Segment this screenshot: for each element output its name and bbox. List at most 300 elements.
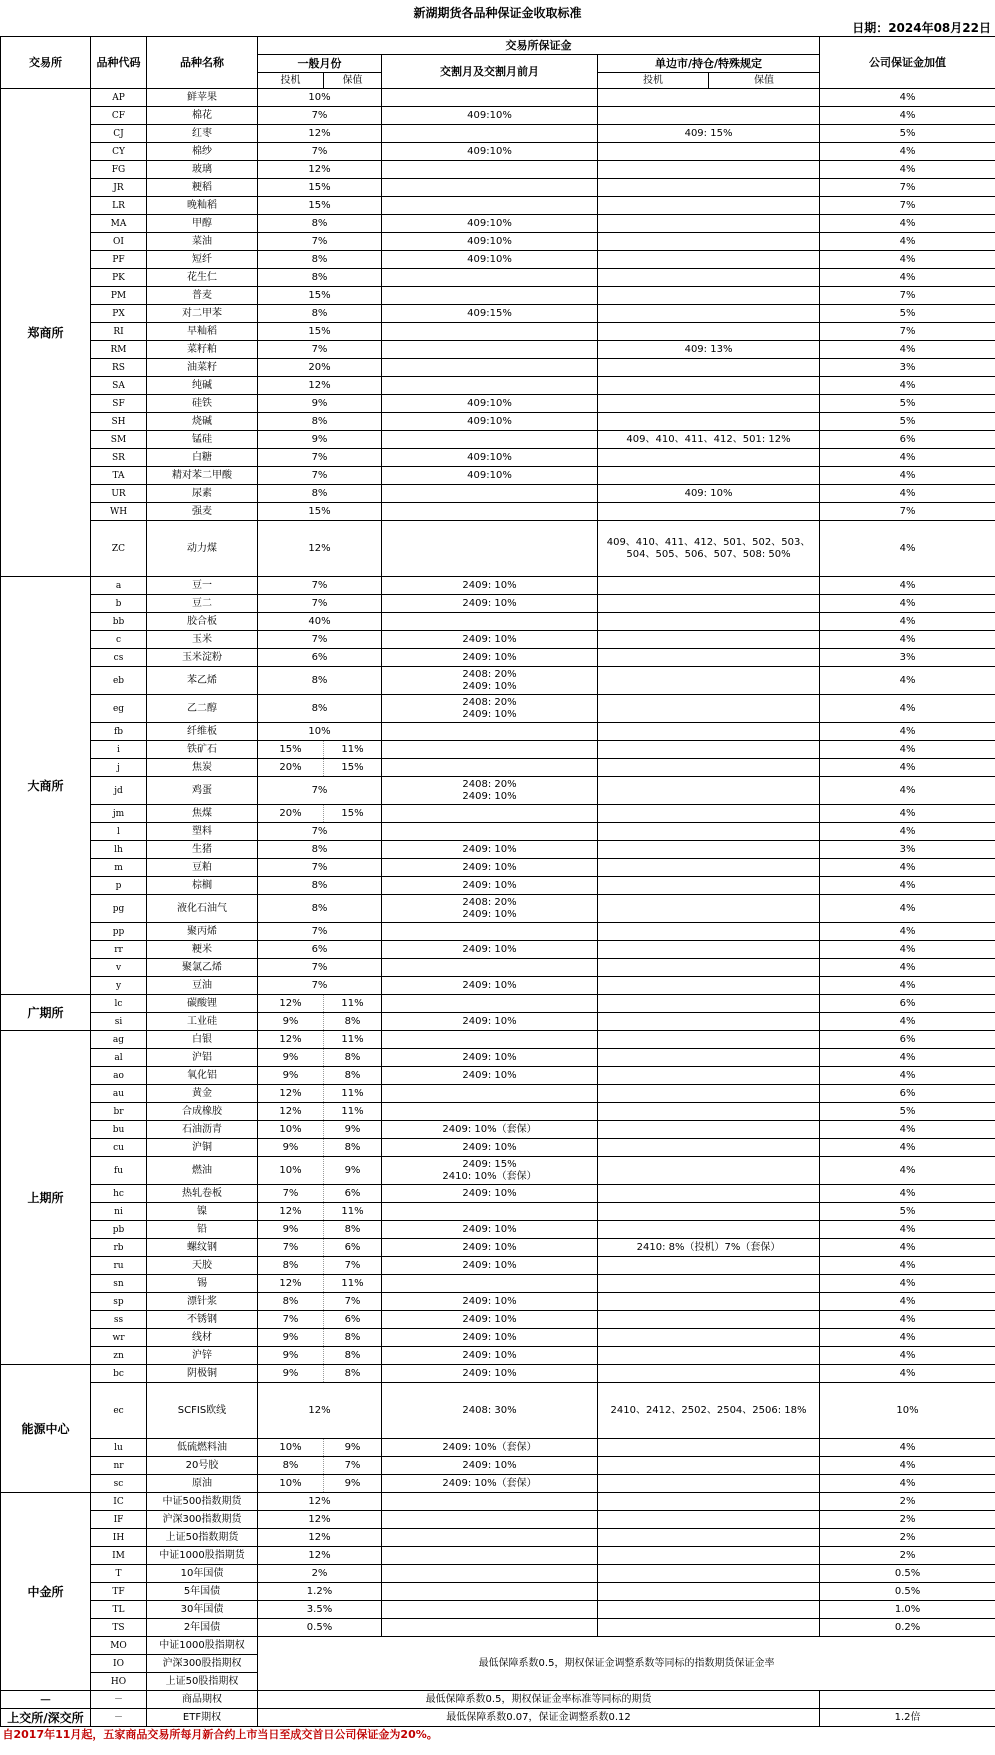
- table-row: [1, 161, 995, 179]
- delivery-margin-cell: [382, 485, 598, 503]
- company-add-cell: 4%: [820, 577, 995, 595]
- code-cell: si: [91, 1013, 147, 1031]
- table-row: [1, 305, 995, 323]
- table-row: [1, 1439, 995, 1457]
- spec-margin-cell: 7%: [258, 1311, 324, 1329]
- hedge-margin-cell: 7%: [324, 1457, 382, 1475]
- company-add-cell: 7%: [820, 197, 995, 215]
- delivery-margin-cell: [382, 1583, 598, 1601]
- company-add-cell: 5%: [820, 395, 995, 413]
- special-margin-cell: [598, 859, 820, 877]
- company-add-cell: 2%: [820, 1493, 995, 1511]
- special-margin-cell: [598, 413, 820, 431]
- name-cell: 鲜苹果: [147, 89, 258, 107]
- name-cell: 生猪: [147, 841, 258, 859]
- header-general-month: 一般月份: [258, 55, 382, 73]
- table-row: [1, 859, 995, 877]
- table-row: [1, 449, 995, 467]
- delivery-margin-cell: 409:10%: [382, 143, 598, 161]
- general-margin-cell: 8%: [258, 667, 382, 695]
- delivery-margin-cell: 2409: 10%: [382, 631, 598, 649]
- special-margin-cell: [598, 161, 820, 179]
- name-cell: 短纤: [147, 251, 258, 269]
- delivery-margin-cell: 2409: 10%: [382, 841, 598, 859]
- name-cell: 豆二: [147, 595, 258, 613]
- general-margin-cell: 6%: [258, 941, 382, 959]
- general-margin-cell: 7%: [258, 449, 382, 467]
- code-cell: pb: [91, 1221, 147, 1239]
- name-cell: 镍: [147, 1203, 258, 1221]
- special-margin-cell: [598, 805, 820, 823]
- delivery-margin-cell: [382, 197, 598, 215]
- special-margin-cell: [598, 1583, 820, 1601]
- general-margin-cell: 7%: [258, 823, 382, 841]
- header-name: 品种名称: [147, 37, 258, 89]
- special-margin-cell: 409、410、411、412、501: 12%: [598, 431, 820, 449]
- company-add-cell: 4%: [820, 1311, 995, 1329]
- company-add-cell: 4%: [820, 467, 995, 485]
- table-row: [1, 1203, 995, 1221]
- code-cell: CF: [91, 107, 147, 125]
- exchange-cell: 能源中心: [1, 1365, 91, 1493]
- company-add-cell: 4%: [820, 1365, 995, 1383]
- delivery-margin-cell: [382, 269, 598, 287]
- special-margin-cell: [598, 577, 820, 595]
- company-add-cell: [820, 1691, 995, 1709]
- general-margin-cell: 12%: [258, 1493, 382, 1511]
- spec-margin-cell: 12%: [258, 1275, 324, 1293]
- delivery-margin-cell: [382, 1493, 598, 1511]
- table-row: [1, 395, 995, 413]
- special-margin-cell: 409: 10%: [598, 485, 820, 503]
- general-margin-cell: 20%: [258, 359, 382, 377]
- general-margin-cell: 12%: [258, 1529, 382, 1547]
- special-margin-cell: 2410、2412、2502、2504、2506: 18%: [598, 1383, 820, 1439]
- code-cell: eb: [91, 667, 147, 695]
- company-add-cell: 4%: [820, 215, 995, 233]
- name-cell: 花生仁: [147, 269, 258, 287]
- name-cell: 5年国债: [147, 1583, 258, 1601]
- code-cell: MA: [91, 215, 147, 233]
- delivery-margin-cell: 2409: 10%: [382, 1013, 598, 1031]
- company-add-cell: 4%: [820, 823, 995, 841]
- table-row: [1, 1121, 995, 1139]
- delivery-margin-cell: 2408: 20% 2409: 10%: [382, 667, 598, 695]
- code-cell: UR: [91, 485, 147, 503]
- name-cell: 塑料: [147, 823, 258, 841]
- company-add-cell: 4%: [820, 959, 995, 977]
- hedge-margin-cell: 8%: [324, 1329, 382, 1347]
- name-cell: 聚丙烯: [147, 923, 258, 941]
- spec-margin-cell: 10%: [258, 1475, 324, 1493]
- company-add-cell: 6%: [820, 995, 995, 1013]
- hedge-margin-cell: 11%: [324, 1275, 382, 1293]
- hedge-margin-cell: 11%: [324, 1085, 382, 1103]
- table-row: [1, 577, 995, 595]
- name-cell: 尿素: [147, 485, 258, 503]
- general-margin-cell: 7%: [258, 341, 382, 359]
- company-add-cell: 4%: [820, 1139, 995, 1157]
- header-exchange-margin: 交易所保证金: [258, 37, 820, 55]
- company-add-cell: 10%: [820, 1383, 995, 1439]
- general-margin-cell: 7%: [258, 107, 382, 125]
- code-cell: l: [91, 823, 147, 841]
- general-margin-cell: 7%: [258, 233, 382, 251]
- table-row: [1, 695, 995, 723]
- name-cell: SCFIS欧线: [147, 1383, 258, 1439]
- table-row: [1, 1383, 995, 1439]
- special-margin-cell: 409、410、411、412、501、502、503、504、505、506、507、508: 50%: [598, 521, 820, 577]
- delivery-margin-cell: [382, 1203, 598, 1221]
- code-cell: TS: [91, 1619, 147, 1637]
- spec-margin-cell: 12%: [258, 1203, 324, 1221]
- name-cell: 棉纱: [147, 143, 258, 161]
- hedge-margin-cell: 6%: [324, 1239, 382, 1257]
- special-margin-cell: [598, 1511, 820, 1529]
- company-add-cell: 7%: [820, 179, 995, 197]
- company-add-cell: 4%: [820, 859, 995, 877]
- name-cell: 菜油: [147, 233, 258, 251]
- table-row: [1, 1493, 995, 1511]
- general-margin-cell: 12%: [258, 125, 382, 143]
- delivery-margin-cell: 2409: 10%（套保）: [382, 1475, 598, 1493]
- company-add-cell: 4%: [820, 759, 995, 777]
- special-margin-cell: [598, 1203, 820, 1221]
- table-row: [1, 941, 995, 959]
- company-add-cell: 7%: [820, 503, 995, 521]
- name-cell: 豆一: [147, 577, 258, 595]
- delivery-margin-cell: [382, 1031, 598, 1049]
- general-margin-cell: 2%: [258, 1565, 382, 1583]
- name-cell: 对二甲苯: [147, 305, 258, 323]
- delivery-margin-cell: 409:10%: [382, 233, 598, 251]
- code-cell: ss: [91, 1311, 147, 1329]
- name-cell: 合成橡胶: [147, 1103, 258, 1121]
- table-row: [1, 143, 995, 161]
- code-cell: CY: [91, 143, 147, 161]
- company-add-cell: 5%: [820, 413, 995, 431]
- code-cell: RI: [91, 323, 147, 341]
- name-cell: 30年国债: [147, 1601, 258, 1619]
- delivery-margin-cell: 409:10%: [382, 251, 598, 269]
- special-margin-cell: [598, 395, 820, 413]
- delivery-margin-cell: 2409: 15% 2410: 10%（套保）: [382, 1157, 598, 1185]
- special-margin-cell: [598, 1365, 820, 1383]
- general-margin-cell: 10%: [258, 89, 382, 107]
- general-margin-cell: 0.5%: [258, 1619, 382, 1637]
- name-cell: 纤维板: [147, 723, 258, 741]
- general-margin-cell: 7%: [258, 467, 382, 485]
- code-cell: jd: [91, 777, 147, 805]
- special-margin-cell: [598, 1049, 820, 1067]
- table-row: [1, 251, 995, 269]
- delivery-margin-cell: [382, 723, 598, 741]
- name-cell: 中证500指数期货: [147, 1493, 258, 1511]
- hedge-margin-cell: 9%: [324, 1439, 382, 1457]
- company-add-cell: 4%: [820, 1221, 995, 1239]
- code-cell: IF: [91, 1511, 147, 1529]
- table-row: [1, 1085, 995, 1103]
- name-cell: 锰硅: [147, 431, 258, 449]
- code-cell: b: [91, 595, 147, 613]
- special-margin-cell: [598, 287, 820, 305]
- name-cell: 液化石油气: [147, 895, 258, 923]
- delivery-margin-cell: [382, 741, 598, 759]
- delivery-margin-cell: 409:10%: [382, 395, 598, 413]
- general-margin-cell: 12%: [258, 1547, 382, 1565]
- table-row: [1, 723, 995, 741]
- delivery-margin-cell: 409:10%: [382, 449, 598, 467]
- hedge-margin-cell: 8%: [324, 1067, 382, 1085]
- delivery-margin-cell: [382, 341, 598, 359]
- special-margin-cell: [598, 877, 820, 895]
- delivery-margin-cell: 2408: 20% 2409: 10%: [382, 695, 598, 723]
- code-cell: PM: [91, 287, 147, 305]
- company-add-cell: 4%: [820, 1239, 995, 1257]
- code-cell: m: [91, 859, 147, 877]
- code-cell: WH: [91, 503, 147, 521]
- delivery-margin-cell: [382, 1085, 598, 1103]
- delivery-margin-cell: 2409: 10%: [382, 877, 598, 895]
- general-margin-cell: 10%: [258, 723, 382, 741]
- company-add-cell: 4%: [820, 341, 995, 359]
- name-cell: ETF期权: [147, 1709, 258, 1727]
- name-cell: 上证50指数期货: [147, 1529, 258, 1547]
- special-margin-cell: [598, 1257, 820, 1275]
- special-margin-cell: [598, 959, 820, 977]
- company-add-cell: 4%: [820, 269, 995, 287]
- hedge-margin-cell: 15%: [324, 805, 382, 823]
- table-row: [1, 233, 995, 251]
- name-cell: 沪锌: [147, 1347, 258, 1365]
- name-cell: 纯碱: [147, 377, 258, 395]
- general-margin-cell: 12%: [258, 1383, 382, 1439]
- table-row: [1, 631, 995, 649]
- company-add-cell: 2%: [820, 1511, 995, 1529]
- table-row: [1, 485, 995, 503]
- delivery-margin-cell: [382, 1275, 598, 1293]
- spec-margin-cell: 9%: [258, 1221, 324, 1239]
- hedge-margin-cell: 11%: [324, 1203, 382, 1221]
- special-margin-cell: [598, 1547, 820, 1565]
- header-hedge: 保值: [324, 73, 382, 89]
- name-cell: 沪深300指数期货: [147, 1511, 258, 1529]
- hedge-margin-cell: 11%: [324, 1103, 382, 1121]
- company-add-cell: 5%: [820, 305, 995, 323]
- table-row: [1, 1311, 995, 1329]
- hedge-margin-cell: 9%: [324, 1157, 382, 1185]
- delivery-margin-cell: [382, 1511, 598, 1529]
- delivery-margin-cell: [382, 823, 598, 841]
- header-exchange: 交易所: [1, 37, 91, 89]
- code-cell: br: [91, 1103, 147, 1121]
- name-cell: 普麦: [147, 287, 258, 305]
- company-add-cell: 4%: [820, 1347, 995, 1365]
- delivery-margin-cell: [382, 161, 598, 179]
- delivery-margin-cell: [382, 1103, 598, 1121]
- code-cell: AP: [91, 89, 147, 107]
- name-cell: 不锈钢: [147, 1311, 258, 1329]
- name-cell: 工业硅: [147, 1013, 258, 1031]
- company-add-cell: 4%: [820, 1185, 995, 1203]
- special-margin-cell: [598, 377, 820, 395]
- table-row: [1, 1529, 995, 1547]
- hedge-margin-cell: 8%: [324, 1365, 382, 1383]
- name-cell: 粳稻: [147, 179, 258, 197]
- footnote-row: [1, 1727, 995, 1744]
- special-margin-cell: [598, 215, 820, 233]
- special-margin-cell: [598, 759, 820, 777]
- table-row: [1, 179, 995, 197]
- spec-margin-cell: 9%: [258, 1049, 324, 1067]
- special-margin-cell: [598, 1085, 820, 1103]
- name-cell: 燃油: [147, 1157, 258, 1185]
- company-add-cell: 3%: [820, 649, 995, 667]
- special-margin-cell: [598, 305, 820, 323]
- name-cell: 黄金: [147, 1085, 258, 1103]
- code-cell: IH: [91, 1529, 147, 1547]
- code-cell: bc: [91, 1365, 147, 1383]
- company-add-cell: 5%: [820, 125, 995, 143]
- company-add-cell: 4%: [820, 1439, 995, 1457]
- hedge-margin-cell: 8%: [324, 1221, 382, 1239]
- special-margin-cell: [598, 1347, 820, 1365]
- name-cell: 早籼稻: [147, 323, 258, 341]
- special-margin-cell: [598, 941, 820, 959]
- code-cell: j: [91, 759, 147, 777]
- general-margin-cell: 8%: [258, 877, 382, 895]
- general-margin-cell: 8%: [258, 269, 382, 287]
- delivery-margin-cell: 2409: 10%: [382, 1365, 598, 1383]
- exchange-cell: 郑商所: [1, 89, 91, 577]
- table-row: [1, 1103, 995, 1121]
- special-margin-cell: [598, 233, 820, 251]
- code-cell: v: [91, 959, 147, 977]
- company-add-cell: 4%: [820, 741, 995, 759]
- table-row: [1, 649, 995, 667]
- code-cell: lh: [91, 841, 147, 859]
- name-cell: 粳米: [147, 941, 258, 959]
- code-cell: wr: [91, 1329, 147, 1347]
- delivery-margin-cell: 2408: 30%: [382, 1383, 598, 1439]
- spec-margin-cell: 12%: [258, 1085, 324, 1103]
- table-row: [1, 1031, 995, 1049]
- special-margin-cell: [598, 1439, 820, 1457]
- delivery-margin-cell: [382, 377, 598, 395]
- hedge-margin-cell: 11%: [324, 1031, 382, 1049]
- code-cell: ag: [91, 1031, 147, 1049]
- name-cell: 碳酸锂: [147, 995, 258, 1013]
- spec-margin-cell: 7%: [258, 1185, 324, 1203]
- company-add-cell: 4%: [820, 89, 995, 107]
- header-special: 单边市/持仓/特殊规定: [598, 55, 820, 73]
- special-margin-cell: [598, 1311, 820, 1329]
- company-add-cell: 3%: [820, 359, 995, 377]
- table-row: [1, 1511, 995, 1529]
- spec-margin-cell: 8%: [258, 1257, 324, 1275]
- company-add-cell: 2%: [820, 1529, 995, 1547]
- table-row: [1, 1709, 995, 1727]
- exchange-cell: 上交所/深交所: [1, 1709, 91, 1727]
- general-margin-cell: 8%: [258, 305, 382, 323]
- company-add-cell: 4%: [820, 631, 995, 649]
- hedge-margin-cell: 8%: [324, 1049, 382, 1067]
- special-margin-cell: [598, 251, 820, 269]
- code-cell: a: [91, 577, 147, 595]
- general-margin-cell: 7%: [258, 577, 382, 595]
- delivery-margin-cell: [382, 1619, 598, 1637]
- delivery-margin-cell: [382, 431, 598, 449]
- name-cell: 红枣: [147, 125, 258, 143]
- special-margin-cell: [598, 1103, 820, 1121]
- general-margin-cell: 40%: [258, 613, 382, 631]
- table-row: [1, 895, 995, 923]
- name-cell: 低硫燃料油: [147, 1439, 258, 1457]
- code-cell: SH: [91, 413, 147, 431]
- company-add-cell: 4%: [820, 1475, 995, 1493]
- delivery-margin-cell: 409:10%: [382, 413, 598, 431]
- code-cell: PX: [91, 305, 147, 323]
- name-cell: 商品期权: [147, 1691, 258, 1709]
- table-row: [1, 595, 995, 613]
- general-margin-cell: 7%: [258, 143, 382, 161]
- special-margin-cell: [598, 823, 820, 841]
- delivery-margin-cell: 2409: 10%: [382, 859, 598, 877]
- table-row: [1, 467, 995, 485]
- spec-margin-cell: 12%: [258, 995, 324, 1013]
- delivery-margin-cell: 2409: 10%: [382, 941, 598, 959]
- general-margin-cell: 7%: [258, 777, 382, 805]
- name-cell: 豆粕: [147, 859, 258, 877]
- spec-margin-cell: 10%: [258, 1121, 324, 1139]
- name-cell: 焦煤: [147, 805, 258, 823]
- table-row: [1, 1257, 995, 1275]
- code-cell: FG: [91, 161, 147, 179]
- special-margin-cell: [598, 1121, 820, 1139]
- table-row: [1, 923, 995, 941]
- header-special-spec: 投机: [598, 73, 709, 89]
- delivery-margin-cell: 2409: 10%: [382, 1257, 598, 1275]
- special-margin-cell: [598, 595, 820, 613]
- company-add-cell: 4%: [820, 941, 995, 959]
- code-cell: bu: [91, 1121, 147, 1139]
- company-add-cell: 2%: [820, 1547, 995, 1565]
- hedge-margin-cell: 7%: [324, 1293, 382, 1311]
- name-cell: 上证50股指期权: [147, 1673, 258, 1691]
- special-margin-cell: [598, 323, 820, 341]
- delivery-margin-cell: [382, 613, 598, 631]
- name-cell: 铅: [147, 1221, 258, 1239]
- company-add-cell: 1.2倍: [820, 1709, 995, 1727]
- name-cell: 铁矿石: [147, 741, 258, 759]
- general-margin-cell: 7%: [258, 959, 382, 977]
- name-cell: 白银: [147, 1031, 258, 1049]
- special-margin-cell: [598, 1493, 820, 1511]
- code-cell: IC: [91, 1493, 147, 1511]
- code-cell: MO: [91, 1637, 147, 1655]
- company-add-cell: 4%: [820, 485, 995, 503]
- header-spec: 投机: [258, 73, 324, 89]
- name-cell: 阴极铜: [147, 1365, 258, 1383]
- general-margin-cell: 12%: [258, 1511, 382, 1529]
- name-cell: 硅铁: [147, 395, 258, 413]
- table-row: [1, 1275, 995, 1293]
- delivery-margin-cell: [382, 995, 598, 1013]
- delivery-margin-cell: 2409: 10%: [382, 649, 598, 667]
- company-add-cell: 4%: [820, 1293, 995, 1311]
- delivery-margin-cell: 2408: 20% 2409: 10%: [382, 777, 598, 805]
- general-margin-cell: 8%: [258, 215, 382, 233]
